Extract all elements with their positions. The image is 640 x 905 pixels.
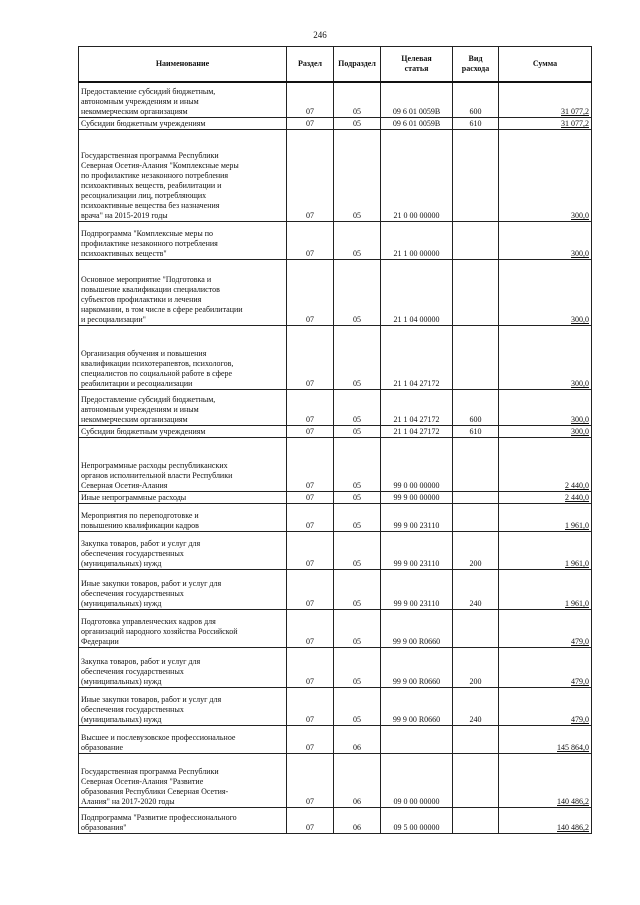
row-sum <box>499 726 592 754</box>
row-sum-value: 300,0 <box>571 427 589 436</box>
row-sum <box>499 610 592 648</box>
row-sum <box>499 260 592 326</box>
row-subsection: 05 <box>334 504 381 532</box>
row-subsection: 05 <box>334 82 381 118</box>
row-subsection: 06 <box>334 726 381 754</box>
table-row <box>79 390 592 426</box>
row-name: Иные закупки товаров, работ и услуг для обеспечения государственных (муниципальных) нужд <box>79 688 287 726</box>
row-target: 99 9 00 23110 <box>381 532 453 570</box>
row-name: Субсидии бюджетным учреждениям <box>79 118 287 130</box>
row-sum-value: 479,0 <box>571 637 589 646</box>
row-sum <box>499 82 592 118</box>
row-section: 07 <box>287 222 334 260</box>
row-target <box>381 726 453 754</box>
row-sum-value: 300,0 <box>571 379 589 388</box>
row-sum <box>499 808 592 834</box>
row-subsection: 05 <box>334 130 381 222</box>
row-target: 99 9 00 R0660 <box>381 610 453 648</box>
row-section: 07 <box>287 688 334 726</box>
table-row <box>79 532 592 570</box>
row-sum-value: 31 077,2 <box>561 107 589 116</box>
row-name: Подготовка управленческих кадров для организаций народного хозяйства Российской Федерации <box>79 610 287 648</box>
row-sum-value: 300,0 <box>571 415 589 424</box>
row-target: 09 6 01 0059В <box>381 118 453 130</box>
header-name: Наименование <box>79 47 287 82</box>
row-sum <box>499 532 592 570</box>
row-expense-type <box>453 726 499 754</box>
row-name: Непрограммные расходы республиканских органов исполнительной власти Республики Северная Осетия-Алания <box>79 438 287 492</box>
row-section: 07 <box>287 130 334 222</box>
row-target: 99 9 00 R0660 <box>381 688 453 726</box>
row-target: 99 9 00 23110 <box>381 570 453 610</box>
row-expense-type: 600 <box>453 82 499 118</box>
row-section: 07 <box>287 118 334 130</box>
row-expense-type: 610 <box>453 118 499 130</box>
row-sum-value: 1 961,0 <box>565 559 589 568</box>
row-sum <box>499 492 592 504</box>
row-target: 99 9 00 R0660 <box>381 648 453 688</box>
table-row <box>79 610 592 648</box>
row-subsection: 06 <box>334 754 381 808</box>
row-section: 07 <box>287 426 334 438</box>
row-sum-value: 479,0 <box>571 715 589 724</box>
row-expense-type: 600 <box>453 390 499 426</box>
row-target: 09 6 01 0059В <box>381 82 453 118</box>
row-sum-value: 145 864,0 <box>557 743 589 752</box>
row-sum <box>499 648 592 688</box>
row-sum-value: 300,0 <box>571 211 589 220</box>
row-expense-type <box>453 260 499 326</box>
row-name: Закупка товаров, работ и услуг для обеспечения государственных (муниципальных) нужд <box>79 532 287 570</box>
row-sum-value: 2 440,0 <box>565 493 589 502</box>
row-target: 21 1 04 00000 <box>381 260 453 326</box>
table-row <box>79 326 592 390</box>
row-sum <box>499 570 592 610</box>
row-expense-type: 610 <box>453 426 499 438</box>
row-section: 07 <box>287 570 334 610</box>
row-expense-type <box>453 492 499 504</box>
table-row <box>79 688 592 726</box>
row-name: Иные закупки товаров, работ и услуг для обеспечения государственных (муниципальных) нужд <box>79 570 287 610</box>
row-section: 07 <box>287 82 334 118</box>
row-sum <box>499 222 592 260</box>
row-target: 09 5 00 00000 <box>381 808 453 834</box>
row-expense-type <box>453 326 499 390</box>
row-sum <box>499 326 592 390</box>
header-target: Целевая статья <box>381 47 453 82</box>
row-sum <box>499 688 592 726</box>
table-header-row <box>79 47 592 82</box>
table-row <box>79 504 592 532</box>
table-row <box>79 808 592 834</box>
row-expense-type: 200 <box>453 532 499 570</box>
row-subsection: 05 <box>334 426 381 438</box>
row-section: 07 <box>287 726 334 754</box>
row-subsection: 05 <box>334 390 381 426</box>
table-row <box>79 222 592 260</box>
table-row <box>79 492 592 504</box>
table-body <box>79 82 592 834</box>
table-row <box>79 754 592 808</box>
row-sum-value: 1 961,0 <box>565 599 589 608</box>
header-sum: Сумма <box>499 47 592 82</box>
row-name: Организация обучения и повышения квалификации психотерапевтов, психологов, специалистов по социальной работе в сфере реабилитации и ресоциализации <box>79 326 287 390</box>
header-section: Раздел <box>287 47 334 82</box>
row-section: 07 <box>287 754 334 808</box>
row-name: Предоставление субсидий бюджетным, автономным учреждениям и иным некоммерческим организациям <box>79 390 287 426</box>
row-sum-value: 300,0 <box>571 315 589 324</box>
row-expense-type <box>453 438 499 492</box>
row-sum-value: 31 077,2 <box>561 119 589 128</box>
row-target: 21 1 04 27172 <box>381 326 453 390</box>
row-expense-type <box>453 504 499 532</box>
row-section: 07 <box>287 532 334 570</box>
row-expense-type <box>453 130 499 222</box>
row-sum <box>499 504 592 532</box>
row-name: Предоставление субсидий бюджетным, автономным учреждениям и иным некоммерческим организациям <box>79 82 287 118</box>
row-target: 09 0 00 00000 <box>381 754 453 808</box>
row-target: 21 1 04 27172 <box>381 390 453 426</box>
row-section: 07 <box>287 808 334 834</box>
row-name: Иные непрограммные расходы <box>79 492 287 504</box>
row-expense-type <box>453 222 499 260</box>
table-row <box>79 260 592 326</box>
page-number: 246 <box>313 30 327 40</box>
row-sum <box>499 390 592 426</box>
row-target: 99 9 00 23110 <box>381 504 453 532</box>
row-sum <box>499 754 592 808</box>
table-row <box>79 648 592 688</box>
row-sum <box>499 118 592 130</box>
row-sum-value: 2 440,0 <box>565 481 589 490</box>
row-section: 07 <box>287 326 334 390</box>
row-name: Подпрограмма "Развитие профессионального образования" <box>79 808 287 834</box>
row-section: 07 <box>287 648 334 688</box>
row-subsection: 06 <box>334 808 381 834</box>
row-section: 07 <box>287 260 334 326</box>
row-subsection: 05 <box>334 532 381 570</box>
row-expense-type: 200 <box>453 648 499 688</box>
row-subsection: 05 <box>334 688 381 726</box>
row-expense-type <box>453 808 499 834</box>
row-subsection: 05 <box>334 492 381 504</box>
row-subsection: 05 <box>334 570 381 610</box>
row-sum-value: 140 486,2 <box>557 823 589 832</box>
table-row <box>79 570 592 610</box>
table-row <box>79 82 592 118</box>
table-row <box>79 426 592 438</box>
budget-table <box>78 46 592 834</box>
row-section: 07 <box>287 390 334 426</box>
row-target: 99 9 00 00000 <box>381 492 453 504</box>
row-section: 07 <box>287 504 334 532</box>
row-subsection: 05 <box>334 610 381 648</box>
row-subsection: 05 <box>334 222 381 260</box>
table-row <box>79 438 592 492</box>
row-expense-type: 240 <box>453 688 499 726</box>
row-name: Государственная программа Республики Северная Осетия-Алания "Комплексные меры по профилактике незаконного потребления психоактивных веществ, реабилитации и ресоциализации лиц, потребляющих психоактивные вещества без назначения врача" на 2015-2019 годы <box>79 130 287 222</box>
row-subsection: 05 <box>334 326 381 390</box>
row-subsection: 05 <box>334 438 381 492</box>
header-subsection: Подраздел <box>334 47 381 82</box>
row-name: Субсидии бюджетным учреждениям <box>79 426 287 438</box>
header-expense-type: Вид расхода <box>453 47 499 82</box>
table-row <box>79 130 592 222</box>
row-target: 21 1 04 27172 <box>381 426 453 438</box>
table-row <box>79 118 592 130</box>
row-expense-type: 240 <box>453 570 499 610</box>
row-sum-value: 1 961,0 <box>565 521 589 530</box>
row-sum <box>499 130 592 222</box>
row-name: Закупка товаров, работ и услуг для обеспечения государственных (муниципальных) нужд <box>79 648 287 688</box>
row-expense-type <box>453 610 499 648</box>
row-name: Высшее и послевузовское профессиональное образование <box>79 726 287 754</box>
row-target: 21 0 00 00000 <box>381 130 453 222</box>
row-section: 07 <box>287 610 334 648</box>
row-subsection: 05 <box>334 118 381 130</box>
row-sum-value: 479,0 <box>571 677 589 686</box>
row-section: 07 <box>287 438 334 492</box>
row-target: 21 1 00 00000 <box>381 222 453 260</box>
row-sum-value: 300,0 <box>571 249 589 258</box>
row-name: Подпрограмма "Комплексные меры по профилактике незаконного потребления психоактивных веществ" <box>79 222 287 260</box>
row-name: Государственная программа Республики Северная Осетия-Алания "Развитие образования Республики Северная Осетия- Алания" на 2017-2020 годы <box>79 754 287 808</box>
row-name: Мероприятия по переподготовке и повышению квалификации кадров <box>79 504 287 532</box>
row-expense-type <box>453 754 499 808</box>
row-sum <box>499 438 592 492</box>
row-subsection: 05 <box>334 260 381 326</box>
row-subsection: 05 <box>334 648 381 688</box>
row-section: 07 <box>287 492 334 504</box>
row-name: Основное мероприятие "Подготовка и повышение квалификации специалистов субъектов профилактики и лечения наркомании, в том числе в сфере реабилитации и ресоциализации" <box>79 260 287 326</box>
row-target: 99 0 00 00000 <box>381 438 453 492</box>
row-sum <box>499 426 592 438</box>
table-row <box>79 726 592 754</box>
row-sum-value: 140 486,2 <box>557 797 589 806</box>
